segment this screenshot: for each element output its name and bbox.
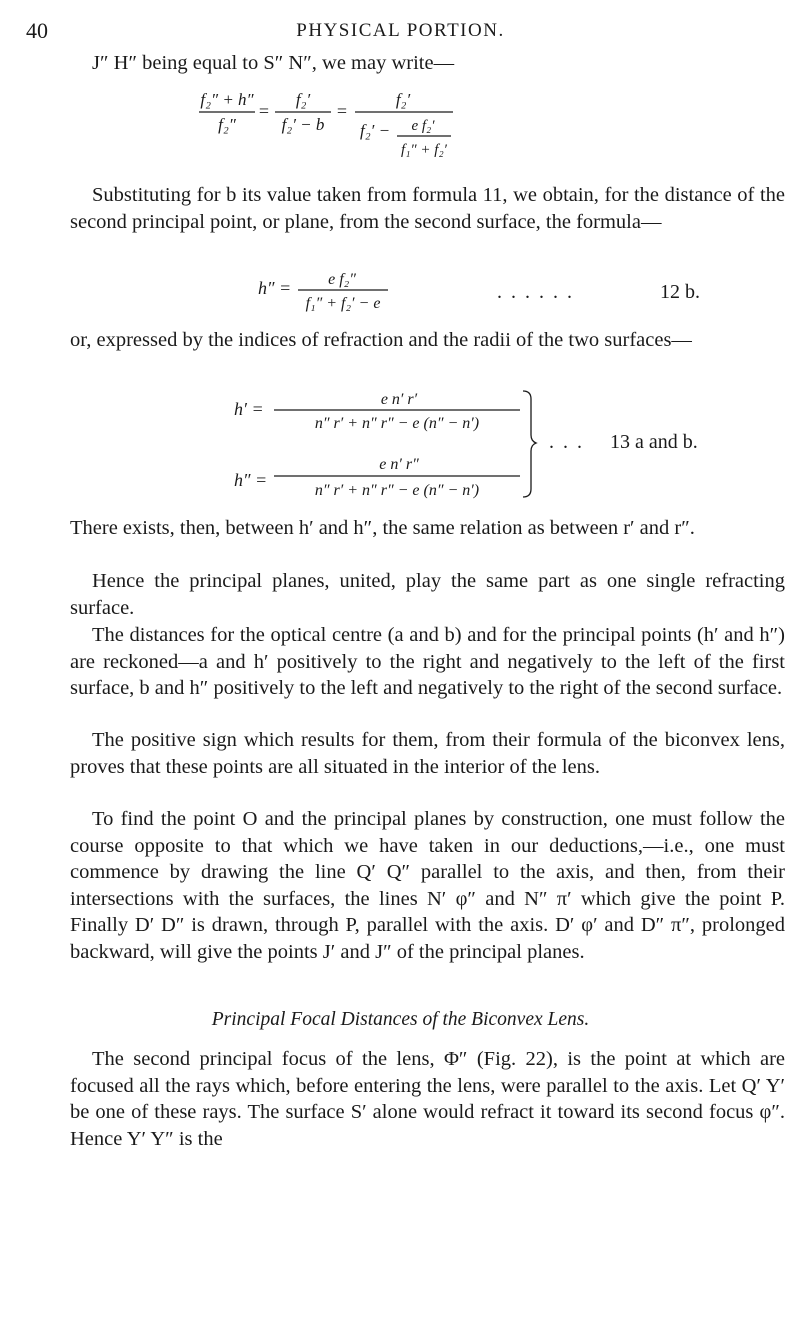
eq3b-lhs: h″ = (234, 470, 268, 490)
eq1-frac3-inner-num: e f₂′ (411, 118, 435, 134)
equation-3 (234, 385, 534, 505)
eq3a-den: n″ r′ + n″ r″ − e (n″ − n′) (314, 415, 480, 432)
paragraph-6: The distances for the optical centre (a and b) and for the principal points (h′ and h″) are reckoned—a and h′ positively to the right and negatively to the left of the first surface, b and h″ positively to the left and negatively to the right of the second surface. (70, 624, 785, 699)
eq2-den: f₁″ + f₂′ − e (305, 295, 381, 312)
eq3a-num: e n′ r′ (380, 391, 418, 408)
running-head: PHYSICAL PORTION. (296, 20, 505, 41)
page-number: 40 (26, 18, 48, 43)
eq3b-num: e n′ r″ (379, 456, 419, 473)
eq1-equals-2: = (336, 101, 348, 121)
eq3a-lhs: h′ = (234, 399, 264, 419)
paragraph-5: Hence the principal planes, united, play the same part as one single refracting surface. (70, 570, 785, 619)
eq1-frac3-den-lead: f₂′ − (360, 121, 391, 140)
eq1-frac2-num: f₂′ (295, 90, 311, 109)
paragraph-4: There exists, then, between h′ and h″, the same relation as between r′ and r″. (70, 517, 695, 539)
equation-2 (258, 268, 398, 316)
eq3-number: 13 a and b. (610, 431, 698, 453)
paragraph-9: The second principal focus of the lens, Φ″ (Fig. 22), is the point at which are focused all the rays which, before entering the lens, were parallel to the axis. Let Q′ Y′ be one of these rays. The surface S′ alone would refract it toward its second focus φ″. Hence Y′ Y″ is the (70, 1048, 785, 1150)
paragraph-3: or, expressed by the indices of refraction and the radii of the two surfaces— (70, 329, 692, 351)
eq3-dots: . . . (549, 431, 584, 453)
paragraph-8: To find the point O and the principal planes by construction, one must follow the course opposite to that which we have taken in our deductions,—i.e., one must commence by drawing the line Q′ Q″ parallel to the axis, and then, from their intersections with the surfaces, the lines N′ φ″ and N″ π′ which give the point P. Finally D′ D″ is drawn, through P, parallel with the axis. D′ φ′ and D″ π″, prolonged backward, will give the points J′ and J″ of the principal planes. (70, 808, 785, 963)
eq2-lhs: h″ = (258, 278, 292, 298)
eq1-frac2-den: f₂′ − b (281, 115, 325, 134)
eq2-dots: . . . . . . (497, 281, 574, 303)
eq1-frac3-num: f₂′ (395, 90, 411, 109)
eq2-number: 12 b. (660, 281, 700, 303)
eq1-frac3-inner-den: f₁″ + f₂′ (401, 142, 447, 158)
paragraph-1: J″ H″ being equal to S″ N″, we may write— (92, 52, 455, 74)
paragraph-2: Substituting for b its value taken from formula 11, we obtain, for the distance of the second principal point, or plane, from the second surface, the formula— (70, 184, 785, 233)
paragraph-7: The positive sign which results for them, from their formula of the biconvex lens, proves that these points are all situated in the interior of the lens. (70, 729, 785, 778)
eq1-frac1-den: f₂″ (218, 115, 236, 134)
eq3-brace (523, 391, 536, 497)
equation-1 (195, 86, 455, 182)
eq1-equals-1: = (258, 101, 270, 121)
eq3b-den: n″ r′ + n″ r″ − e (n″ − n′) (314, 482, 480, 499)
section-title: Principal Focal Distances of the Biconvex Lens. (211, 1009, 590, 1030)
eq2-num: e f₂″ (328, 271, 356, 288)
eq1-frac1-num: f₂″ + h″ (200, 90, 254, 109)
